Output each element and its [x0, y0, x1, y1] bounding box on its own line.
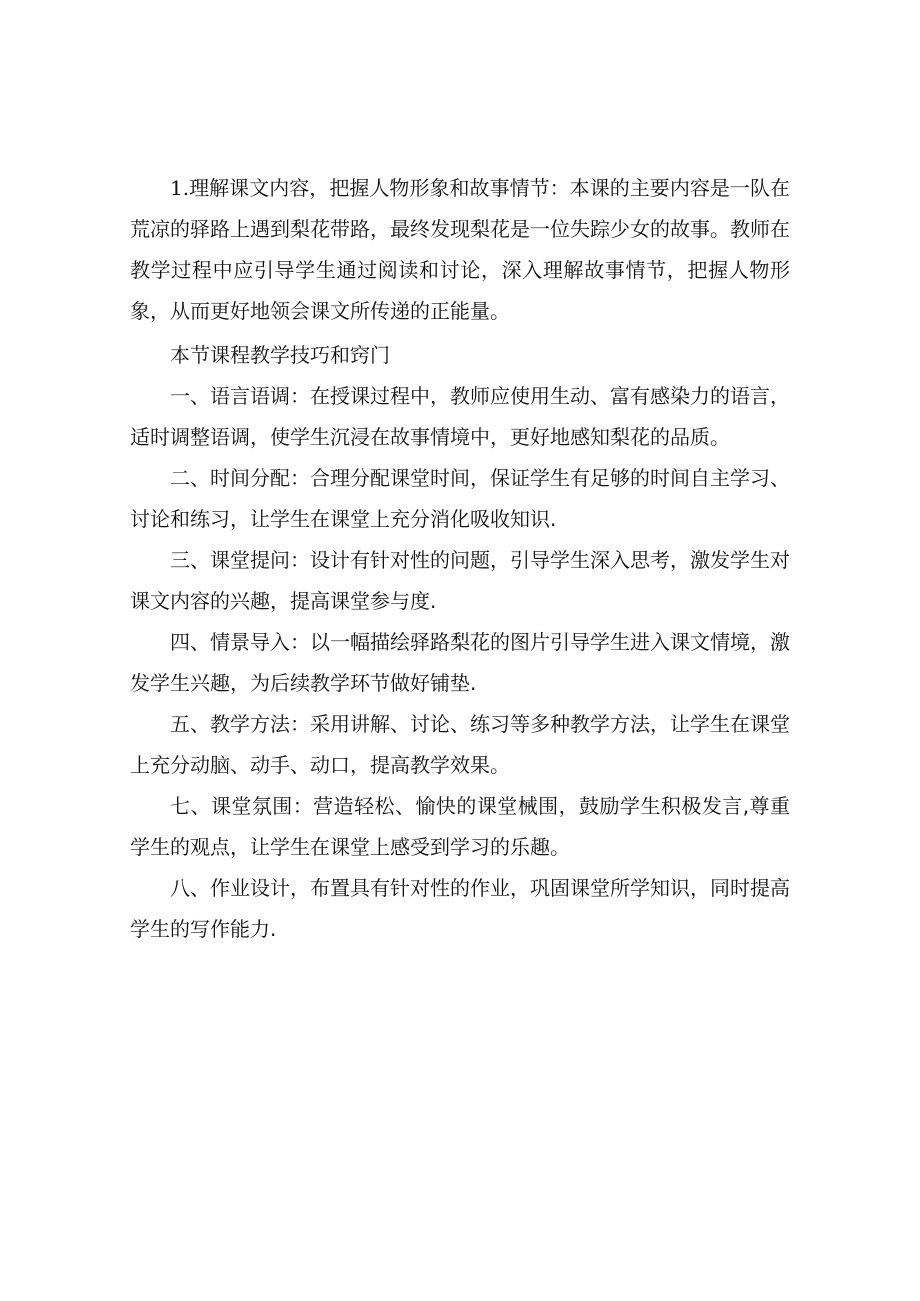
tip-scene-introduction: 四、情景导入：以一幅描绘驿路梨花的图片引导学生进入课文情境，激发学生兴趣，为后续教学环节做好铺垫. — [130, 630, 790, 695]
section-heading: 本节课程教学技巧和窍门 — [170, 343, 390, 367]
tip-time-allocation: 二、时间分配：合理分配课堂时间，保证学生有足够的时间自主学习、讨论和练习，让学生在课堂上充分消化吸收知识. — [130, 466, 790, 531]
tip-teaching-methods: 五、教学方法：采用讲解、讨论、练习等多种教学方法，让学生在课堂上充分动脑、动手、动口，提高教学效果。 — [130, 712, 790, 777]
tip-classroom-atmosphere: 七、课堂氛围：营造轻松、愉快的课堂械围，鼓励学生积极发言,尊重学生的观点，让学生在课堂上感受到学习的乐趣。 — [130, 794, 790, 859]
tip-language-tone: 一、语言语调：在授课过程中，教师应使用生动、富有感染力的语言，适时调整语调，使学生沉浸在故事情境中，更好地感知梨花的品质。 — [130, 384, 790, 449]
tip-classroom-questions: 三、课堂提问：设计有针对性的问题，引导学生深入思考，激发学生对课文内容的兴趣，提高课堂参与度. — [130, 548, 790, 613]
document-body — [130, 168, 790, 950]
tip-homework-design: 八、作业设计，布置具有针对性的作业，巩固课堂所学知识，同时提高学生的写作能力. — [130, 876, 790, 941]
intro-paragraph: 1.理解课文内容，把握人物形象和故事情节：本课的主要内容是一队在荒凉的驿路上遇到梨花带路，最终发现梨花是一位失踪少女的故事。教师在教学过程中应引导学生通过阅读和讨论，深入理解故事情节，把握人物形象，从而更好地领会课文所传递的正能量。 — [130, 176, 790, 323]
